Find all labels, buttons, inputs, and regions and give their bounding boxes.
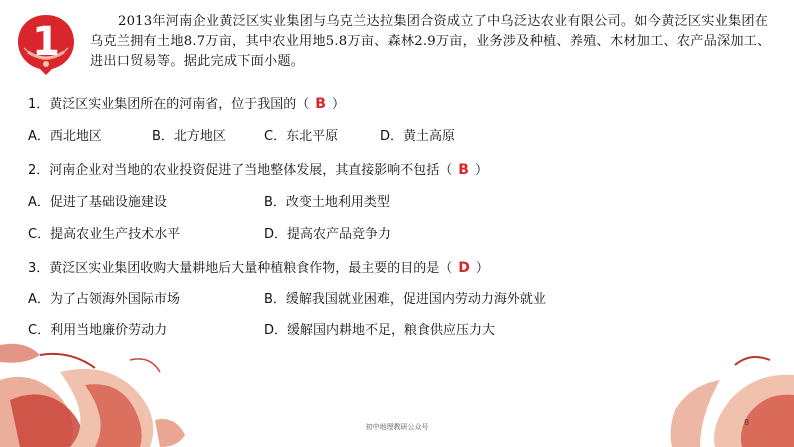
- question-answer: D: [458, 260, 470, 276]
- option-c: C．利用当地廉价劳动力: [28, 323, 168, 338]
- page-number: 8: [744, 418, 750, 427]
- question-stem-close: ）: [474, 163, 488, 178]
- option-d: D．缓解国内耕地不足，粮食供应压力大: [264, 323, 496, 338]
- question-stem-text: 3．黄泛区实业集团收购大量耕地后大量种植粮食作物，最主要的目的是（: [28, 261, 453, 276]
- question-stem-text: 1．黄泛区实业集团所在的河南省，位于我国的（: [28, 97, 310, 112]
- option-c: C．提高农业生产技术水平: [28, 227, 181, 242]
- option-b: B．缓解我国就业困难，促进国内劳动力海外就业: [264, 292, 546, 307]
- question-stem-close: ）: [475, 261, 489, 276]
- option-d: D．提高农产品竞争力: [264, 227, 392, 242]
- option-b: B．改变土地利用类型: [264, 195, 390, 210]
- question-stem-close: ）: [331, 97, 345, 112]
- option-c: C．东北平原: [264, 129, 339, 144]
- badge-number: 1: [32, 19, 60, 65]
- footer-caption: 初中地理教研公众号: [365, 423, 429, 431]
- option-d: D．黄土高原: [380, 129, 456, 144]
- option-b: B．北方地区: [152, 129, 226, 144]
- question-answer: B: [458, 162, 469, 178]
- option-a: A．促进了基础设施建设: [28, 195, 167, 210]
- question-stem-text: 2．河南企业对当地的农业投资促进了当地整体发展，其直接影响不包括（: [28, 163, 453, 178]
- option-a: A．为了占领海外国际市场: [28, 292, 180, 307]
- intro-paragraph: 2013年河南企业黄泛区实业集团与乌克兰达拉集团合资成立了中乌泛达农业有限公司。如今黄泛区实业集团在乌克兰拥有土地8.7万亩，其中农业用地5.8万亩、森林2.9万亩，业务涉及种植、养殖、木材加工、农产品深加工、进出口贸易等。据此完成下面小题。: [90, 14, 771, 69]
- option-a: A．西北地区: [28, 129, 102, 144]
- question-answer: B: [315, 96, 326, 112]
